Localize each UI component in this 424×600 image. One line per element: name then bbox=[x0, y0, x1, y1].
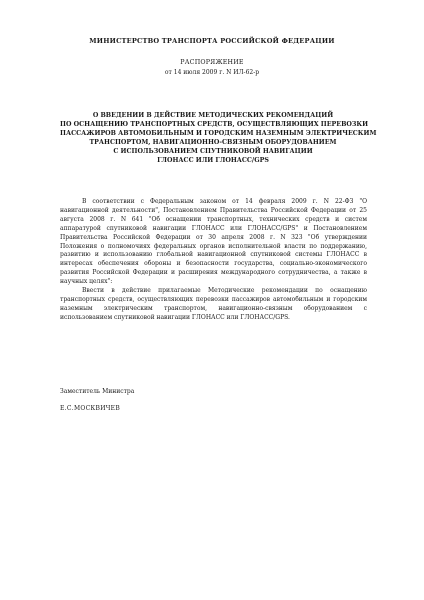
signatory-name: Е.С.МОСКВИЧЕВ bbox=[60, 405, 121, 412]
body-paragraph-preamble: В соответствии с Федеральным законом от 14 февраля 2009 г. N 22-ФЗ "О навигационной деятельности", Постановлением Правительства Российской Федерации от 25 августа 2008 г. N 641 "Об оснащении транспортных, технических средств и систем аппаратурой спутниковой навигации ГЛОНАСС или ГЛОНАСС/GPS" и Постановлением Правительства Российской Федерации от 30 апреля 2008 г. N 323 "Об утверждении Положения о полномочиях федеральных органов исполнительной власти по поддержанию, развитию и использованию глобальной навигационной спутниковой системы ГЛОНАСС в интересах обеспечения обороны и безопасности государства, социально-экономического развития Российской Федерации и расширения международного сотрудничества, а также в научных целях": bbox=[60, 198, 367, 286]
document-body bbox=[60, 198, 367, 323]
title-line: ПАССАЖИРОВ АВТОМОБИЛЬНЫМ И ГОРОДСКИМ НАЗЕМНЫМ ЭЛЕКТРИЧЕСКИМ bbox=[60, 129, 377, 137]
title-line: ГЛОНАСС ИЛИ ГЛОНАСС/GPS bbox=[157, 156, 269, 164]
document-date-number: от 14 июля 2009 г. N ИЛ-62-р bbox=[164, 69, 260, 76]
signatory-position: Заместитель Министра bbox=[60, 388, 135, 395]
body-paragraph-order: Ввести в действие прилагаемые Методические рекомендации по оснащению транспортных средств, осуществляющих перевозки пассажиров автомобильным и городским наземным электрическим транспортом, навигационно-связным оборудованием с использованием спутниковой навигации ГЛОНАСС или ГЛОНАСС/GPS. bbox=[60, 287, 367, 321]
title-line: ПО ОСНАЩЕНИЮ ТРАНСПОРТНЫХ СРЕДСТВ, ОСУЩЕСТВЛЯЮЩИХ ПЕРЕВОЗКИ bbox=[60, 120, 369, 128]
ministry-name: МИНИСТЕРСТВО ТРАНСПОРТА РОССИЙСКОЙ ФЕДЕРАЦИИ bbox=[89, 37, 335, 45]
title-line: С ИСПОЛЬЗОВАНИЕМ СПУТНИКОВОЙ НАВИГАЦИИ bbox=[113, 147, 313, 155]
title-line: ТРАНСПОРТОМ, НАВИГАЦИОННО-СВЯЗНЫМ ОБОРУДОВАНИЕМ bbox=[89, 138, 337, 146]
title-line: О ВВЕДЕНИИ В ДЕЙСТВИЕ МЕТОДИЧЕСКИХ РЕКОМЕНДАЦИЙ bbox=[92, 112, 334, 119]
document-type: РАСПОРЯЖЕНИЕ bbox=[180, 59, 244, 66]
document-title bbox=[60, 112, 377, 165]
